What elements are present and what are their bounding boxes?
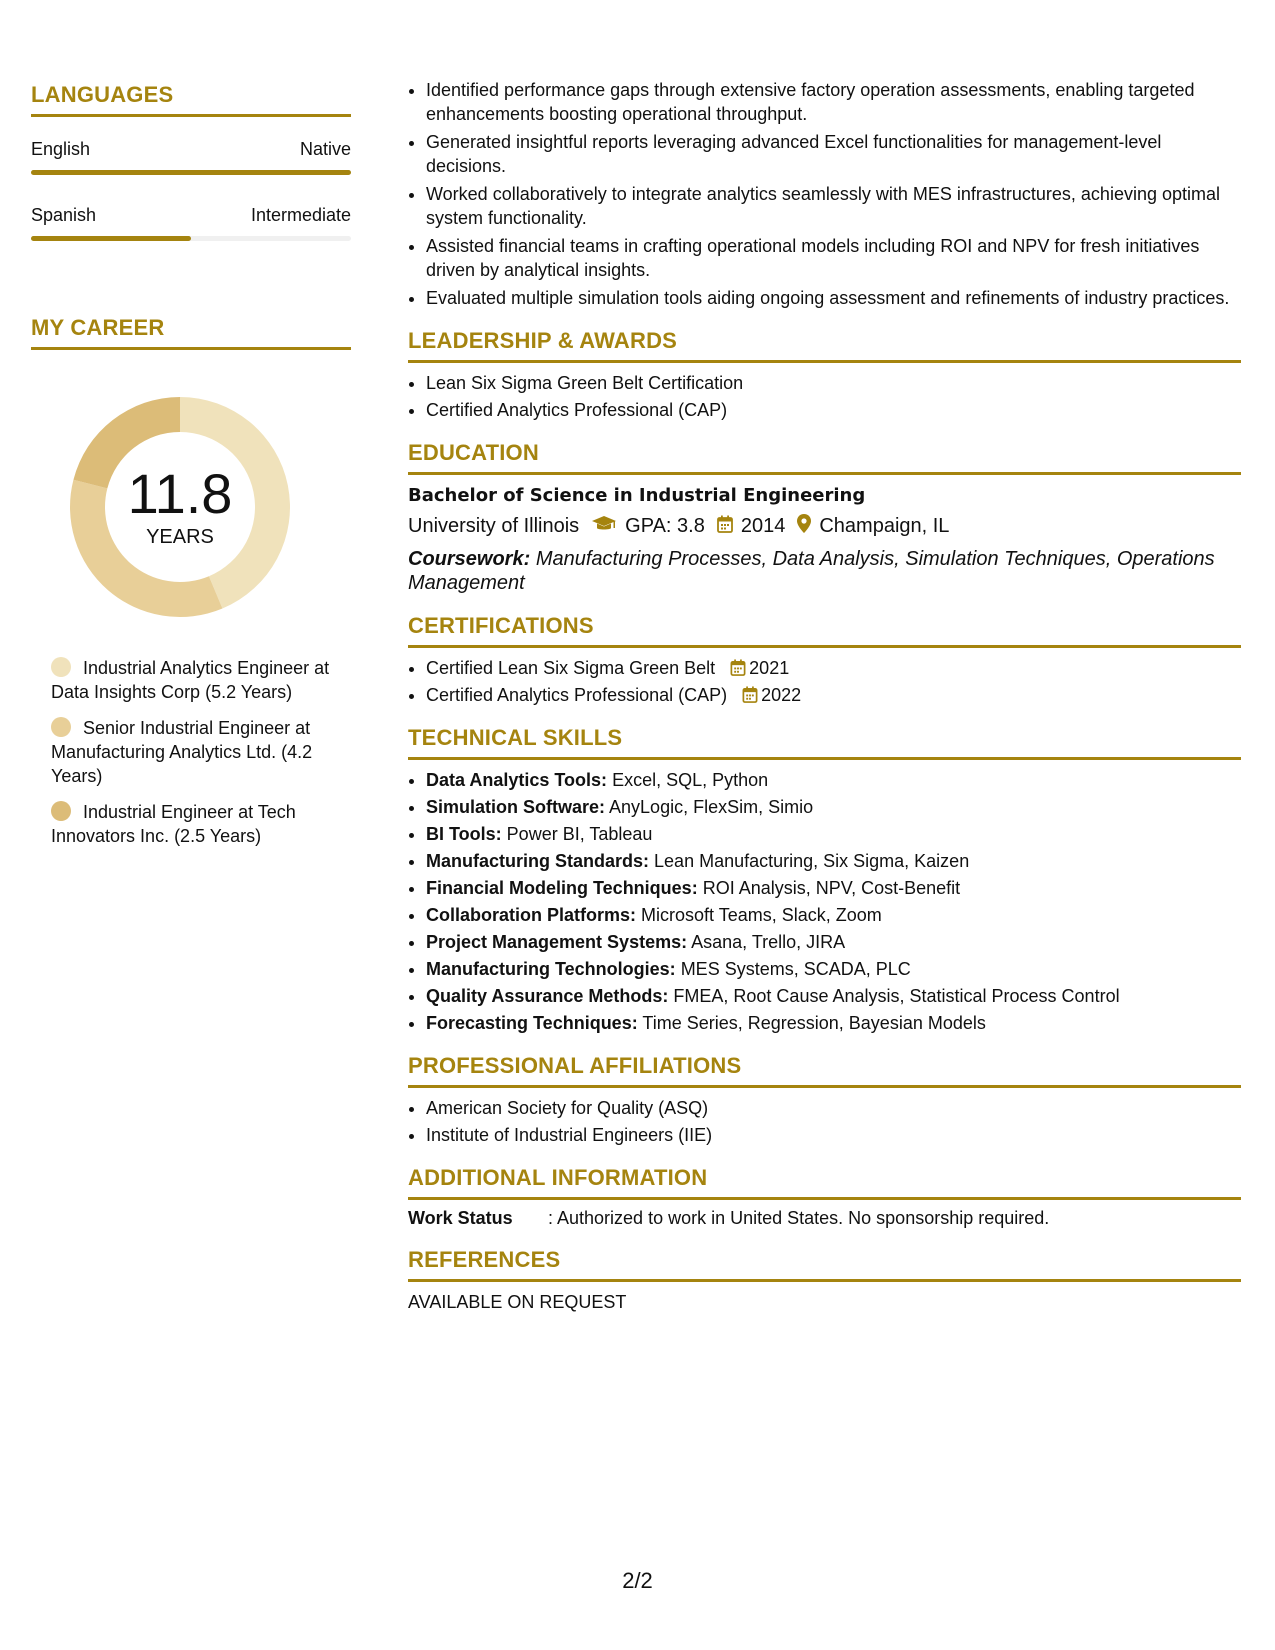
education-year: 2014 — [740, 515, 786, 537]
skill-item — [426, 849, 1241, 873]
references-title: REFERENCES — [408, 1247, 1241, 1282]
education-school: University of Illinois — [408, 515, 580, 537]
language-name: English — [31, 139, 91, 159]
skill-item — [426, 930, 1241, 954]
education-location: Champaign, IL — [819, 515, 950, 537]
main-content — [408, 78, 1241, 1313]
calendar-icon — [742, 686, 758, 703]
legend-dot-icon — [51, 801, 71, 821]
certification-year: 2022 — [761, 685, 802, 705]
career-legend-item — [51, 716, 351, 788]
language-item — [31, 139, 351, 175]
career-legend-item — [51, 800, 351, 848]
language-level: Native — [299, 139, 351, 159]
language-proficiency-fill — [31, 170, 351, 175]
certification-item — [426, 656, 1241, 680]
language-item — [31, 205, 351, 241]
career-total-unit: YEARS — [146, 526, 214, 548]
coursework-label: Coursework: — [408, 548, 531, 570]
career-legend — [31, 656, 351, 848]
skill-value: Excel, SQL, Python — [612, 770, 769, 790]
skill-item — [426, 903, 1241, 927]
skill-label: Quality Assurance Methods: — [426, 986, 669, 1006]
career-title: MY CAREER — [31, 315, 351, 350]
skill-value: Asana, Trello, JIRA — [691, 932, 846, 952]
skills-title: TECHNICAL SKILLS — [408, 725, 1241, 760]
skill-item — [426, 984, 1241, 1008]
skill-label: Forecasting Techniques: — [426, 1013, 638, 1033]
affiliations-title: PROFESSIONAL AFFILIATIONS — [408, 1053, 1241, 1088]
languages-title: LANGUAGES — [31, 82, 351, 117]
affiliation-item: • Institute of Industrial Engineers (IIE) — [426, 1123, 1241, 1147]
skill-value: Time Series, Regression, Bayesian Models — [642, 1013, 986, 1033]
experience-bullet: • Generated insightful reports leveraging advanced Excel functionalities for management-level decisions. — [426, 130, 1241, 178]
skill-value: Microsoft Teams, Slack, Zoom — [641, 905, 882, 925]
career-legend-label: Industrial Engineer at Tech Innovators Inc. (2.5 Years) — [51, 802, 296, 846]
career-legend-label: Senior Industrial Engineer at Manufacturing Analytics Ltd. (4.2 Years) — [51, 718, 313, 786]
legend-dot-icon — [51, 717, 71, 737]
page-number: 2/2 — [622, 1568, 653, 1593]
skill-label: Simulation Software: — [426, 797, 606, 817]
skill-label: Collaboration Platforms: — [426, 905, 637, 925]
leadership-title: LEADERSHIP & AWARDS — [408, 328, 1241, 363]
language-proficiency-bar — [31, 170, 351, 175]
coursework-text: Manufacturing Processes, Data Analysis, Simulation Techniques, Operations Management — [408, 548, 1215, 594]
education-meta — [408, 514, 1241, 539]
sidebar — [31, 82, 351, 860]
certifications-title: CERTIFICATIONS — [408, 613, 1241, 648]
experience-bullet: • Evaluated multiple simulation tools aiding ongoing assessment and refinements of industry practices. — [426, 286, 1241, 310]
career-legend-item — [51, 656, 351, 704]
references-text: AVAILABLE ON REQUEST — [408, 1292, 627, 1312]
map-pin-icon — [797, 514, 811, 539]
skill-item — [426, 795, 1241, 819]
skill-item — [426, 1011, 1241, 1035]
education-gpa: GPA: 3.8 — [625, 515, 705, 537]
experience-bullet: • Identified performance gaps through extensive factory operation assessments, enabling targeted enhancements boosting operational throughput. — [426, 78, 1241, 126]
experience-bullet: • Assisted financial teams in crafting operational models including ROI and NPV for fresh initiatives driven by analytical insights. — [426, 234, 1241, 282]
language-proficiency-fill — [31, 236, 191, 241]
graduation-cap-icon — [591, 515, 617, 539]
legend-dot-icon — [51, 657, 71, 677]
calendar-icon — [717, 515, 733, 539]
skill-value: MES Systems, SCADA, PLC — [680, 959, 911, 979]
language-level: Intermediate — [250, 205, 351, 225]
affiliations-list — [408, 1096, 1241, 1147]
calendar-icon — [730, 659, 746, 676]
skill-item — [426, 957, 1241, 981]
certifications-list — [408, 656, 1241, 707]
skills-list — [408, 768, 1241, 1035]
skill-item — [426, 768, 1241, 792]
skill-label: Project Management Systems: — [426, 932, 688, 952]
certification-name: Certified Analytics Professional (CAP) — [426, 685, 728, 705]
skill-label: BI Tools: — [426, 824, 502, 844]
additional-info-title: ADDITIONAL INFORMATION — [408, 1165, 1241, 1200]
skill-label: Manufacturing Technologies: — [426, 959, 676, 979]
certification-item — [426, 683, 1241, 707]
leadership-list — [408, 371, 1241, 422]
skill-label: Manufacturing Standards: — [426, 851, 650, 871]
experience-bullets — [408, 78, 1241, 310]
skill-value: ROI Analysis, NPV, Cost-Benefit — [702, 878, 961, 898]
education-title: EDUCATION — [408, 440, 1241, 475]
leadership-item: • Lean Six Sigma Green Belt Certification — [426, 371, 1241, 395]
skill-label: Financial Modeling Techniques: — [426, 878, 698, 898]
leadership-item: • Certified Analytics Professional (CAP) — [426, 398, 1241, 422]
skill-value: Lean Manufacturing, Six Sigma, Kaizen — [654, 851, 970, 871]
affiliation-item: • American Society for Quality (ASQ) — [426, 1096, 1241, 1120]
work-status-label: Work Status — [408, 1208, 513, 1228]
career-legend-label: Industrial Analytics Engineer at Data Insights Corp (5.2 Years) — [51, 658, 330, 702]
work-status-value: : Authorized to work in United States. No sponsorship required. — [548, 1208, 1050, 1228]
certification-name: Certified Lean Six Sigma Green Belt — [426, 658, 716, 678]
education-coursework — [408, 547, 1241, 595]
experience-bullet: • Worked collaboratively to integrate analytics seamlessly with MES infrastructures, achieving optimal system functionality. — [426, 182, 1241, 230]
career-donut-chart — [67, 394, 293, 620]
language-proficiency-bar — [31, 236, 351, 241]
skill-value: FMEA, Root Cause Analysis, Statistical Process Control — [673, 986, 1120, 1006]
skill-item — [426, 876, 1241, 900]
certification-year: 2021 — [749, 658, 790, 678]
skill-item — [426, 822, 1241, 846]
skill-value: Power BI, Tableau — [506, 824, 653, 844]
skill-label: Data Analytics Tools: — [426, 770, 608, 790]
career-total-years: 11.8 — [127, 462, 233, 525]
language-name: Spanish — [31, 205, 97, 225]
skill-value: AnyLogic, FlexSim, Simio — [609, 797, 814, 817]
education-degree: Bachelor of Science in Industrial Engineering — [408, 485, 866, 506]
work-status-row — [408, 1208, 1241, 1229]
